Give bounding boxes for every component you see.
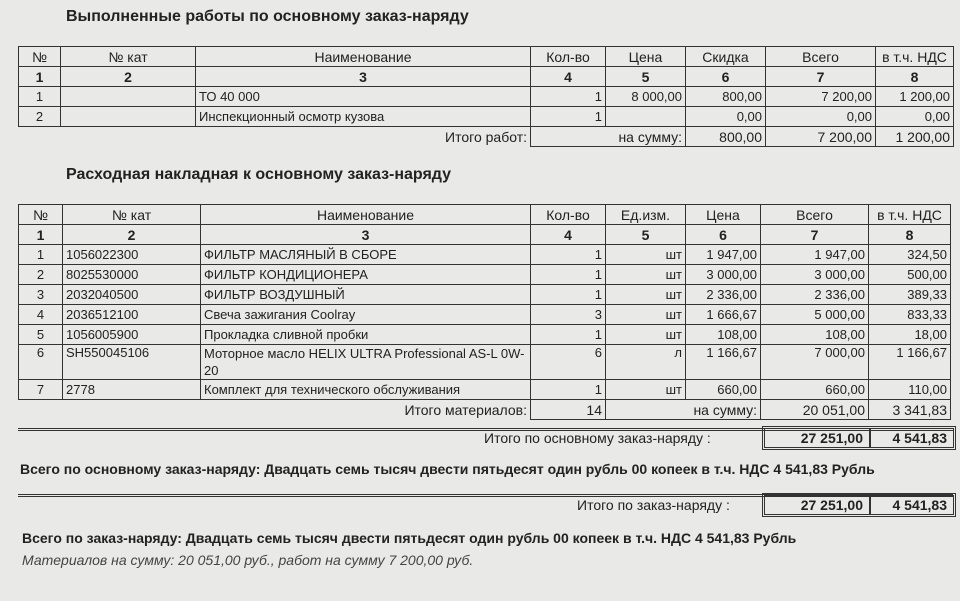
cell: 0,00 bbox=[876, 107, 954, 127]
cell: 800,00 bbox=[686, 127, 766, 147]
cell: Итого материалов: bbox=[404, 401, 527, 418]
cell: 14 bbox=[531, 400, 606, 420]
table-row bbox=[19, 305, 951, 325]
cell: 7 200,00 bbox=[766, 87, 876, 107]
table-row bbox=[19, 245, 951, 265]
cell: 1056005900 bbox=[63, 325, 201, 345]
cell: 660,00 bbox=[761, 380, 869, 400]
cell: ФИЛЬТР МАСЛЯНЫЙ В СБОРЕ bbox=[201, 245, 531, 265]
cell: Свеча зажигания Coolray bbox=[201, 305, 531, 325]
cell: Цена bbox=[606, 47, 686, 67]
cell: 1 bbox=[19, 245, 63, 265]
table-row bbox=[19, 380, 951, 400]
table-row bbox=[19, 325, 951, 345]
cell: ФИЛЬТР ВОЗДУШНЫЙ bbox=[201, 285, 531, 305]
cell: 110,00 bbox=[869, 380, 951, 400]
cell: на сумму: bbox=[606, 400, 761, 420]
cell: № bbox=[19, 47, 61, 67]
table-row bbox=[19, 285, 951, 305]
table-row bbox=[19, 107, 954, 127]
column-number-row bbox=[19, 67, 954, 87]
cell: шт bbox=[606, 265, 686, 285]
header-row bbox=[19, 205, 951, 225]
cell: 20 051,00 bbox=[761, 400, 869, 420]
cell: 108,00 bbox=[761, 325, 869, 345]
cell: шт bbox=[606, 380, 686, 400]
cell: 1 bbox=[531, 325, 606, 345]
cell: 108,00 bbox=[686, 325, 761, 345]
main-total-vat: 4 541,83 bbox=[892, 430, 947, 446]
cell: ТО 40 000 bbox=[196, 87, 531, 107]
cell: 1 166,67 bbox=[869, 345, 951, 380]
works-table bbox=[18, 46, 954, 147]
main-total-label: Итого по основному заказ-наряду : bbox=[484, 430, 711, 446]
cell: 389,33 bbox=[869, 285, 951, 305]
cell: 2 336,00 bbox=[761, 285, 869, 305]
cell: Комплект для технического обслуживания bbox=[201, 380, 531, 400]
cell: 3 000,00 bbox=[761, 265, 869, 285]
cell: 3 000,00 bbox=[686, 265, 761, 285]
cell: 3 bbox=[19, 285, 63, 305]
cell: ФИЛЬТР КОНДИЦИОНЕРА bbox=[201, 265, 531, 285]
cell: 5 bbox=[606, 67, 686, 87]
cell: 0,00 bbox=[766, 107, 876, 127]
cell: № bbox=[19, 205, 63, 225]
works-title: Выполненные работы по основному заказ-наряду bbox=[66, 8, 469, 25]
table-row bbox=[19, 265, 951, 285]
cell: 6 bbox=[531, 345, 606, 380]
cell: 4 bbox=[531, 225, 606, 245]
cell: 5 bbox=[606, 225, 686, 245]
cell: 1056022300 bbox=[63, 245, 201, 265]
cell: 3 bbox=[201, 225, 531, 245]
cell: 8025530000 bbox=[63, 265, 201, 285]
column-number-row bbox=[19, 225, 951, 245]
cell: Кол-во bbox=[531, 47, 606, 67]
cell: 2 bbox=[63, 225, 201, 245]
cell: 1 947,00 bbox=[761, 245, 869, 265]
cell: Моторное масло HELIX ULTRA Professional AS-L 0W-20 bbox=[201, 345, 531, 380]
cell: 1 bbox=[531, 245, 606, 265]
order-total-label: Итого по заказ-наряду : bbox=[577, 497, 730, 513]
cell: 5 bbox=[19, 325, 63, 345]
cell: 1 947,00 bbox=[686, 245, 761, 265]
cell: 324,50 bbox=[869, 245, 951, 265]
cell: в т.ч. НДС bbox=[869, 205, 951, 225]
cell: на сумму: bbox=[531, 127, 686, 147]
cell: в т.ч. НДС bbox=[876, 47, 954, 67]
cell: 7 bbox=[19, 380, 63, 400]
cell: 1 200,00 bbox=[876, 87, 954, 107]
cell: 4 bbox=[19, 305, 63, 325]
cell: 1 166,67 bbox=[686, 345, 761, 380]
cell: 2 bbox=[61, 67, 196, 87]
table-row bbox=[19, 345, 951, 380]
cell: 6 bbox=[686, 67, 766, 87]
cell: 2036512100 bbox=[63, 305, 201, 325]
cell: 0,00 bbox=[686, 107, 766, 127]
order-total-words: Всего по заказ-наряду: Двадцать семь тысяч двести пятьдесят один рубль 00 копеек в т.ч. НДС 4 541,83 Рубль bbox=[22, 530, 797, 546]
cell: 1 bbox=[531, 87, 606, 107]
cell: 1 bbox=[19, 67, 61, 87]
cell: Наименование bbox=[196, 47, 531, 67]
cell: Наименование bbox=[201, 205, 531, 225]
cell: Цена bbox=[686, 205, 761, 225]
total-row bbox=[19, 400, 951, 420]
cell: 2 bbox=[19, 265, 63, 285]
cell: 1 666,67 bbox=[686, 305, 761, 325]
cell: 3 341,83 bbox=[869, 400, 951, 420]
cell: 500,00 bbox=[869, 265, 951, 285]
cell: № кат bbox=[61, 47, 196, 67]
cell: 2 bbox=[19, 107, 61, 127]
cell: 7 200,00 bbox=[766, 127, 876, 147]
cell: 8 bbox=[876, 67, 954, 87]
cell: Прокладка сливной пробки bbox=[201, 325, 531, 345]
cell: 18,00 bbox=[869, 325, 951, 345]
cell: шт bbox=[606, 325, 686, 345]
main-total-words: Всего по основному заказ-наряду: Двадцать семь тысяч двести пятьдесят один рубль 00 копеек в т.ч. НДС 4 541,83 Рубль bbox=[20, 461, 875, 477]
cell: 8 000,00 bbox=[606, 87, 686, 107]
cell: 4 bbox=[531, 67, 606, 87]
cell: Инспекционный осмотр кузова bbox=[196, 107, 531, 127]
cell: Всего bbox=[761, 205, 869, 225]
cell: 800,00 bbox=[686, 87, 766, 107]
cell: 2 336,00 bbox=[686, 285, 761, 305]
cell: 1 bbox=[531, 107, 606, 127]
cell: № кат bbox=[63, 205, 201, 225]
cell: 1 200,00 bbox=[876, 127, 954, 147]
order-total-vat: 4 541,83 bbox=[892, 497, 947, 513]
cell: 5 000,00 bbox=[761, 305, 869, 325]
total-row bbox=[19, 127, 954, 147]
cell: 3 bbox=[531, 305, 606, 325]
cell bbox=[61, 107, 196, 127]
cell: л bbox=[606, 345, 686, 380]
cell: 1 bbox=[19, 87, 61, 107]
cell bbox=[61, 87, 196, 107]
main-total-sum: 27 251,00 bbox=[765, 429, 871, 447]
cell: 1 bbox=[531, 265, 606, 285]
cell: 1 bbox=[531, 380, 606, 400]
cell bbox=[606, 107, 686, 127]
cell: Ед.изм. bbox=[606, 205, 686, 225]
cell: 7 bbox=[761, 225, 869, 245]
cell: 3 bbox=[196, 67, 531, 87]
cell: SH550045106 bbox=[63, 345, 201, 380]
summary-line: Материалов на сумму: 20 051,00 руб., работ на сумму 7 200,00 руб. bbox=[22, 552, 474, 568]
cell: Всего bbox=[766, 47, 876, 67]
cell: шт bbox=[606, 285, 686, 305]
order-total-sum: 27 251,00 bbox=[765, 496, 871, 514]
materials-table bbox=[18, 204, 951, 420]
cell: шт bbox=[606, 245, 686, 265]
cell: Кол-во bbox=[531, 205, 606, 225]
cell: 6 bbox=[19, 345, 63, 380]
cell: 660,00 bbox=[686, 380, 761, 400]
cell: шт bbox=[606, 305, 686, 325]
cell: 2778 bbox=[63, 380, 201, 400]
table-row bbox=[19, 87, 954, 107]
cell: Итого работ: bbox=[445, 128, 527, 145]
cell: 6 bbox=[686, 225, 761, 245]
cell: 1 bbox=[531, 285, 606, 305]
cell: 1 bbox=[19, 225, 63, 245]
cell: 7 bbox=[766, 67, 876, 87]
cell: 2032040500 bbox=[63, 285, 201, 305]
cell: 8 bbox=[869, 225, 951, 245]
cell: 833,33 bbox=[869, 305, 951, 325]
cell: 7 000,00 bbox=[761, 345, 869, 380]
cell: Скидка bbox=[686, 47, 766, 67]
materials-title: Расходная накладная к основному заказ-наряду bbox=[66, 166, 452, 183]
header-row bbox=[19, 47, 954, 67]
